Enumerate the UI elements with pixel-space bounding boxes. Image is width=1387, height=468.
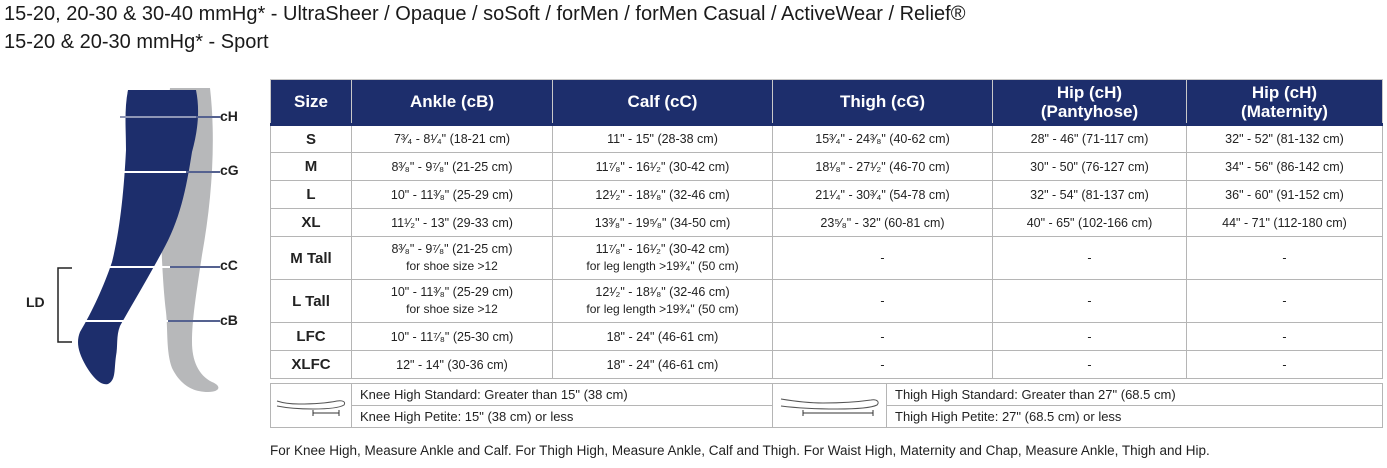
leg-measurement-diagram [20,80,270,400]
cell-ankle-note: for shoe size >12 [406,302,498,316]
cell-hip-maternity: - [1187,351,1383,379]
cell-size: M [271,153,352,181]
cell-hip-pantyhose: 30" - 50" (76-127 cm) [993,153,1187,181]
cell-size: XLFC [271,351,352,379]
cell-hip-pantyhose: - [993,237,1187,280]
ld-bracket [58,268,72,342]
thigh-leg-icon [777,387,883,421]
thigh-high-petite: Thigh High Petite: 27" (68.5 cm) or less [887,406,1383,428]
cell-calf: 13³⁄₈" - 19⁵⁄₈" (34-50 cm) [553,209,773,237]
table-header-row [271,80,1383,125]
cell-thigh: 18¹⁄₈" - 27¹⁄₂" (46-70 cm) [773,153,993,181]
cell-calf [553,280,773,323]
cell-calf-note: for leg length >19³⁄₄" (50 cm) [586,259,739,273]
label-cg: cG [220,162,239,178]
label-cc: cC [220,257,238,273]
cell-hip-pantyhose: 40" - 65" (102-166 cm) [993,209,1187,237]
cell-hip-pantyhose: 32" - 54" (81-137 cm) [993,181,1187,209]
footer-note: For Knee High, Measure Ankle and Calf. For Thigh High, Measure Ankle, Calf and Thigh. For Waist High, Maternity and Chap, Measure Ankle, Thigh and Hip. [270,443,1210,458]
cell-hip-maternity: 34" - 56" (86-142 cm) [1187,153,1383,181]
table-row [271,181,1383,209]
header-thigh: Thigh (cG) [773,80,993,125]
header-calf: Calf (cC) [553,80,773,125]
cell-ankle: 10" - 11³⁄₈" (25-29 cm) [352,181,553,209]
table-row [271,125,1383,153]
cell-ankle [352,237,553,280]
cell-hip-pantyhose: 28" - 46" (71-117 cm) [993,125,1187,153]
table-row [271,153,1383,181]
table-row [271,351,1383,379]
cell-size: L [271,181,352,209]
cell-calf: 12¹⁄₂" - 18¹⁄₈" (32-46 cm) [553,181,773,209]
cell-size: M Tall [271,237,352,280]
cell-calf-note: for leg length >19³⁄₄" (50 cm) [586,302,739,316]
cell-hip-maternity: 32" - 52" (81-132 cm) [1187,125,1383,153]
thigh-high-standard: Thigh High Standard: Greater than 27" (68.5 cm) [887,384,1383,406]
cell-size: LFC [271,323,352,351]
cell-thigh: - [773,280,993,323]
cell-calf-range: 11⁷⁄₈" - 16¹⁄₂" (30-42 cm) [595,242,730,256]
cell-thigh: 23⁵⁄₈" - 32" (60-81 cm) [773,209,993,237]
cell-calf-range: 12¹⁄₂" - 18¹⁄₈" (32-46 cm) [595,285,730,299]
cell-thigh: - [773,351,993,379]
label-ch: cH [220,108,238,124]
thigh-length-illustration [773,384,887,428]
cell-thigh: - [773,323,993,351]
cell-size: S [271,125,352,153]
table-row [271,237,1383,280]
knee-high-standard: Knee High Standard: Greater than 15" (38 cm) [352,384,773,406]
cell-calf: 18" - 24" (46-61 cm) [553,323,773,351]
header-hip-maternity-line2: (Maternity) [1241,101,1328,121]
title-line-1: 15-20, 20-30 & 30-40 mmHg* - UltraSheer / Opaque / soSoft / forMen / forMen Casual / ActiveWear / Relief® [4,3,966,25]
cell-ankle-range: 10" - 11³⁄₈" (25-29 cm) [390,285,514,299]
length-table [270,383,1383,428]
cell-thigh: 15³⁄₄" - 24³⁄₈" (40-62 cm) [773,125,993,153]
cell-ankle: 8³⁄₈" - 9⁷⁄₈" (21-25 cm) [352,153,553,181]
cell-hip-maternity: 36" - 60" (91-152 cm) [1187,181,1383,209]
cell-ankle: 7³⁄₄ - 8¹⁄₄" (18-21 cm) [352,125,553,153]
table-row [271,384,1383,406]
size-chart-table [270,79,1383,379]
label-ld: LD [26,294,45,310]
cell-ankle: 10" - 11⁷⁄₈" (25-30 cm) [352,323,553,351]
cell-hip-maternity: - [1187,237,1383,280]
title-line-2: 15-20 & 20-30 mmHg* - Sport [4,31,269,53]
cell-ankle: 11¹⁄₂" - 13" (29-33 cm) [352,209,553,237]
cell-size: L Tall [271,280,352,323]
cell-ankle [352,280,553,323]
cell-calf [553,237,773,280]
cell-ankle-note: for shoe size >12 [406,259,498,273]
header-hip-pantyhose-line1: Hip (cH) [1056,82,1123,102]
cell-calf: 11" - 15" (28-38 cm) [553,125,773,153]
cell-calf: 18" - 24" (46-61 cm) [553,351,773,379]
label-cb: cB [220,312,238,328]
cell-calf: 11⁷⁄₈" - 16¹⁄₂" (30-42 cm) [553,153,773,181]
cell-hip-pantyhose: - [993,351,1187,379]
leg-illustration [20,80,270,400]
cell-ankle: 12" - 14" (30-36 cm) [352,351,553,379]
header-hip-maternity-line1: Hip (cH) [1251,82,1318,102]
cell-thigh: 21¹⁄₄" - 30³⁄₄" (54-78 cm) [773,181,993,209]
header-ankle: Ankle (cB) [352,80,553,125]
cell-thigh: - [773,237,993,280]
knee-length-illustration [271,384,352,428]
cell-ankle-range: 8³⁄₈" - 9⁷⁄₈" (21-25 cm) [391,242,513,256]
knee-high-petite: Knee High Petite: 15" (38 cm) or less [352,406,773,428]
header-hip-maternity [1187,80,1383,125]
cell-hip-maternity: - [1187,280,1383,323]
table-row [271,323,1383,351]
table-row [271,280,1383,323]
cell-hip-pantyhose: - [993,323,1187,351]
table-row [271,209,1383,237]
cell-hip-pantyhose: - [993,280,1187,323]
header-hip-pantyhose [993,80,1187,125]
header-size: Size [271,80,352,125]
cell-size: XL [271,209,352,237]
cell-hip-maternity: - [1187,323,1383,351]
cell-hip-maternity: 44" - 71" (112-180 cm) [1187,209,1383,237]
knee-leg-icon [273,387,349,421]
header-hip-pantyhose-line2: (Pantyhose) [1040,101,1139,121]
